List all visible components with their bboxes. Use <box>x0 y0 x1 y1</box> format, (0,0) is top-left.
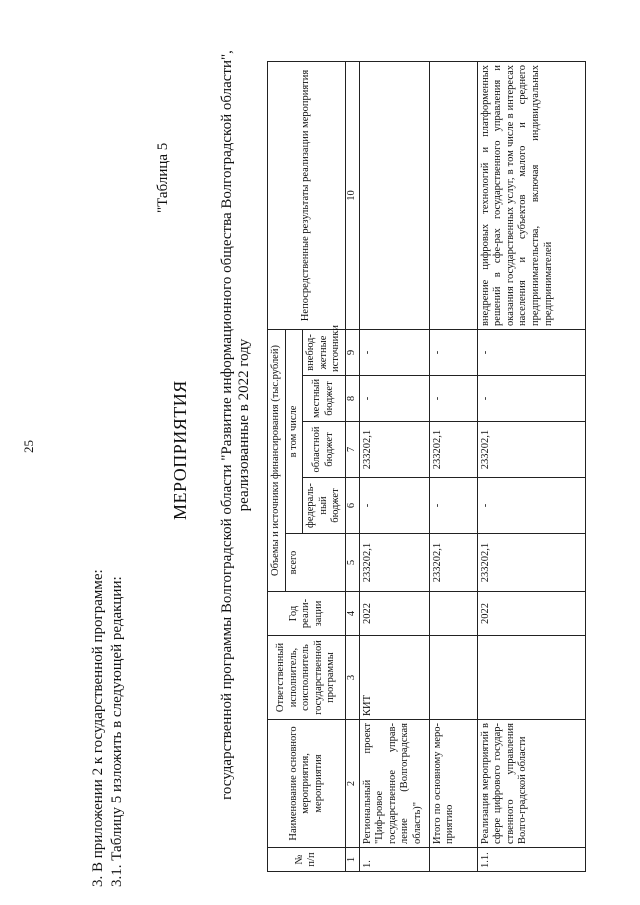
header-total: всего <box>285 534 345 592</box>
row-total: 233202,1 <box>477 534 585 592</box>
row-year <box>429 592 477 636</box>
row-regional: 233202,1 <box>359 422 429 478</box>
row-num <box>429 848 477 872</box>
header-offbudget: внебюд-жетные источники <box>303 329 346 375</box>
row-local: - <box>359 376 429 422</box>
header-name: Наименование основного мероприятия, мероприятия <box>268 720 346 848</box>
header-volumes: Объемы и источники финансирования (тыс.рублей) <box>268 329 286 591</box>
row-name: Реализация мероприятий в сфере цифрового государ-ственного управления Волго-градской области <box>477 720 585 848</box>
row-federal: - <box>359 478 429 534</box>
row-num: 1.1. <box>477 848 585 872</box>
row-regional: 233202,1 <box>429 422 477 478</box>
header-incl: в том числе <box>285 329 303 533</box>
row-offbudget: - <box>359 329 429 375</box>
row-regional: 233202,1 <box>477 422 585 478</box>
table-row <box>477 61 585 871</box>
row-result <box>359 61 429 329</box>
row-local: - <box>429 376 477 422</box>
row-year: 2022 <box>477 592 585 636</box>
header-regional: областной бюджет <box>303 422 346 478</box>
header-exec: Ответственный исполнитель, соисполнитель государственной программы <box>268 636 346 720</box>
col-number: 7 <box>345 422 359 478</box>
col-number: 5 <box>345 534 359 592</box>
row-result <box>429 61 477 329</box>
row-name: Региональный проект "Циф-ровое государственное управ-ление (Волгоградская область)" <box>359 720 429 848</box>
row-local: - <box>477 376 585 422</box>
heading-title: МЕРОПРИЯТИЯ <box>170 380 190 520</box>
table-row <box>359 61 429 871</box>
row-federal: - <box>477 478 585 534</box>
header-year: Год реали-зации <box>268 592 346 636</box>
page-number: 25 <box>21 440 36 453</box>
header-local: местный бюджет <box>303 376 346 422</box>
row-exec <box>429 636 477 720</box>
heading-subtitle: государственной программы Волгоградской области "Развитие информационного общества Волгоградской области", реализованные в 2022 году <box>219 50 253 800</box>
header-federal: федераль-ный бюджет <box>303 478 346 534</box>
row-name: Итого по основному меро-приятию <box>429 720 477 848</box>
column-number-row <box>345 61 359 871</box>
row-exec: КИТ <box>359 636 429 720</box>
header-num: № п/п <box>268 848 346 872</box>
col-number: 9 <box>345 329 359 375</box>
col-number: 3 <box>345 636 359 720</box>
col-number: 1 <box>345 848 359 872</box>
row-year: 2022 <box>359 592 429 636</box>
row-result: внедрение цифровых технологий и платформенных решений в сфе-рах государственного управления и оказания государственных услуг, в том числе в интересах населения и субъектов малого и среднего предпринимательства, включая индивидуальных предпринимателей <box>477 61 585 329</box>
table-row <box>429 61 477 871</box>
measures-table <box>267 61 586 872</box>
row-total: 233202,1 <box>429 534 477 592</box>
row-federal: - <box>429 478 477 534</box>
col-number: 4 <box>345 592 359 636</box>
header-results: Непосредственные результаты реализации мероприятия <box>268 61 346 329</box>
col-number: 8 <box>345 376 359 422</box>
table-label: "Таблица 5 <box>155 142 171 213</box>
row-total: 233202,1 <box>359 534 429 592</box>
intro-line-1: 3. В приложении 2 к государственной программе: <box>90 569 106 887</box>
intro-line-2: 3.1. Таблицу 5 изложить в следующей редакции: <box>109 576 125 887</box>
header-row-1 <box>268 61 286 871</box>
col-number: 2 <box>345 720 359 848</box>
col-number: 6 <box>345 478 359 534</box>
row-exec <box>477 636 585 720</box>
col-number: 10 <box>345 61 359 329</box>
row-offbudget: - <box>477 329 585 375</box>
row-num: 1. <box>359 848 429 872</box>
row-offbudget: - <box>429 329 477 375</box>
